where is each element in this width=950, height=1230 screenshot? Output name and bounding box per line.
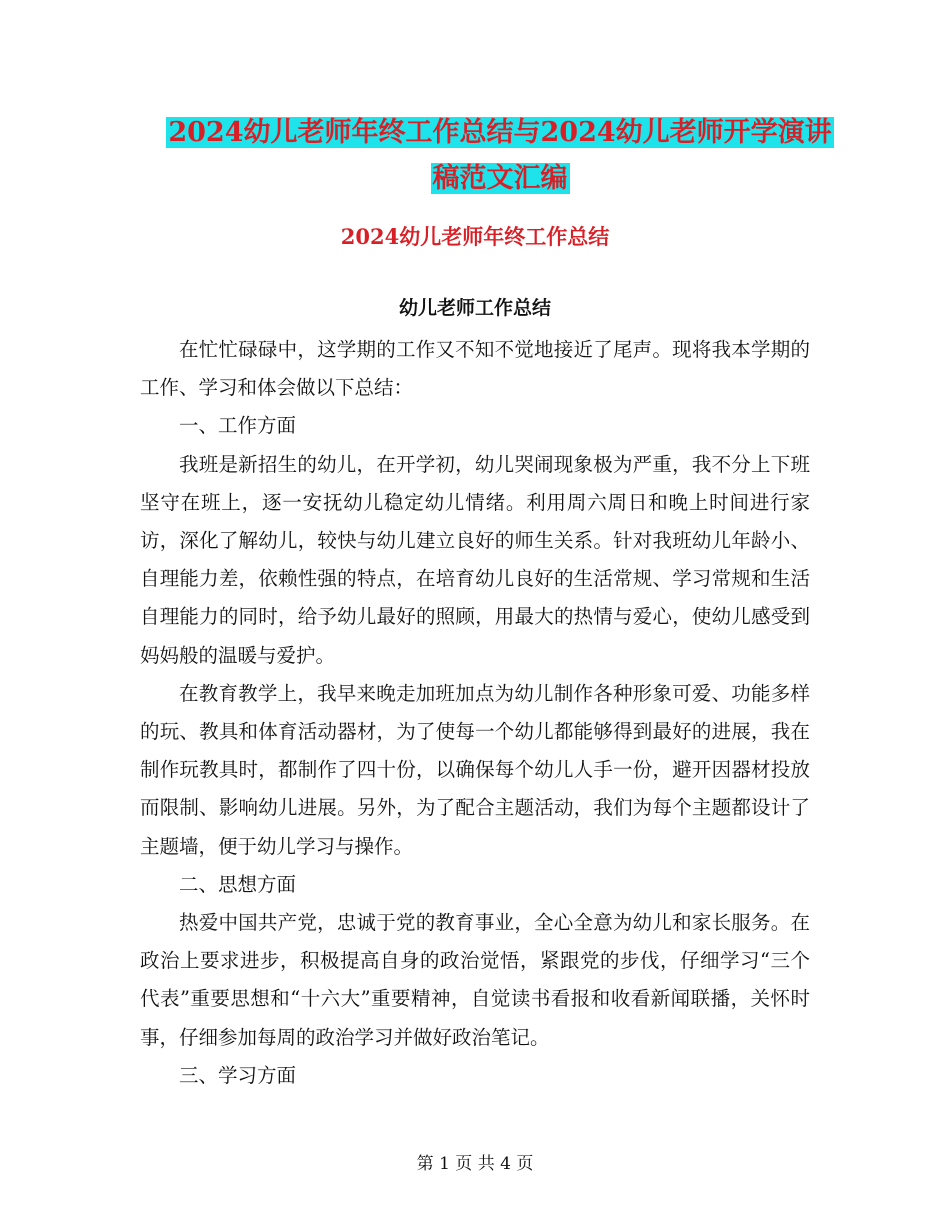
- sub-title: 幼儿老师工作总结: [398, 297, 551, 319]
- heading-thought: 二、思想方面: [179, 872, 297, 896]
- paragraph-work-1: 我班是新招生的幼儿，在开学初，幼儿哭闹现象极为严重，我不分上下班坚守在班上，逐一安抚幼儿稳定幼儿情绪。利用周六周日和晚上时间进行家访，深化了解幼儿，较快与幼儿建立良好的师生关系。针对我班幼儿年龄小、自理能力差，依赖性强的特点，在培育幼儿良好的生活常规、学习常规和生活自理能力的同时，给予幼儿最好的照顾，用最大的热情与爱心，使幼儿感受到妈妈般的温暖与爱护。: [140, 452, 810, 667]
- document-title: [120, 110, 880, 202]
- heading-study: 三、学习方面: [179, 1063, 297, 1087]
- paragraph-intro: 在忙忙碌碌中，这学期的工作又不知不觉地接近了尾声。现将我本学期的工作、学习和体会做以下总结：: [140, 338, 810, 400]
- heading-work: 一、工作方面: [179, 414, 297, 438]
- document-title-line-2: 稿范文汇编: [432, 163, 568, 194]
- document-title-line-1: 2024幼儿老师年终工作总结与2024幼儿老师开学演讲: [168, 117, 832, 148]
- paragraph-work-2: 在教育教学上，我早来晚走加班加点为幼儿制作各种形象可爱、功能多样的玩、教具和体育活动器材，为了使每一个幼儿都能够得到最好的进展，我在制作玩教具时，都制作了四十份，以确保每个幼儿人手一份，避开因器材投放而限制、影响幼儿进展。另外，为了配合主题活动，我们为每个主题都设计了主题墙，便于幼儿学习与操作。: [140, 681, 810, 858]
- section-title: 2024幼儿老师年终工作总结: [340, 224, 610, 249]
- body-text: [140, 331, 810, 1095]
- page-footer: 第 1 页 共 4 页: [416, 1154, 534, 1174]
- paragraph-thought: 热爱中国共产党，忠诚于党的教育事业，全心全意为幼儿和家长服务。在政治上要求进步，积极提高自身的政治觉悟，紧跟党的步伐，仔细学习“三个代表”重要思想和“十六大”重要精神，自觉读书看报和收看新闻联播，关怀时事，仔细参加每周的政治学习并做好政治笔记。: [140, 911, 810, 1049]
